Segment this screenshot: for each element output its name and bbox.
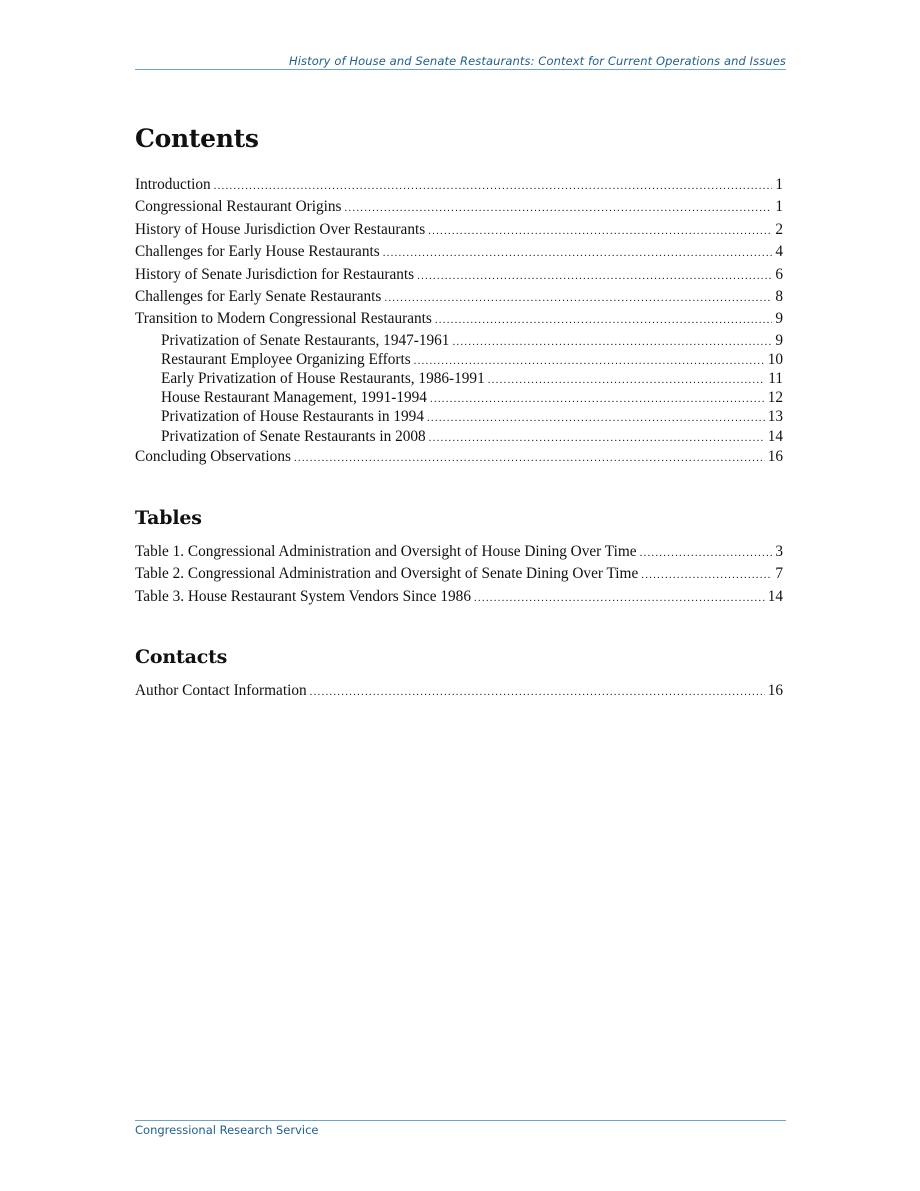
toc-entry-title: Privatization of Senate Restaurants, 1947-1961 xyxy=(161,331,450,349)
dot-leader xyxy=(430,390,765,407)
toc-entry[interactable] xyxy=(135,350,783,369)
toc-entry-title: Transition to Modern Congressional Restaurants xyxy=(135,310,432,328)
toc-entry-title: Congressional Restaurant Origins xyxy=(135,198,342,216)
toc-entry-title: Challenges for Early House Restaurants xyxy=(135,243,380,261)
dot-leader xyxy=(474,587,765,608)
dot-leader xyxy=(414,352,765,369)
toc-entry-page-number: 8 xyxy=(775,287,783,305)
toc-entry-page-number: 16 xyxy=(767,682,783,699)
toc-entry-page-number: 14 xyxy=(767,427,783,445)
dot-leader xyxy=(429,429,765,446)
toc-entry[interactable] xyxy=(135,388,783,407)
toc-entry-page-number: 6 xyxy=(775,265,783,283)
toc-entry[interactable] xyxy=(135,680,783,702)
toc-entry-page-number: 7 xyxy=(775,565,783,583)
toc-entry[interactable] xyxy=(135,563,783,585)
toc-entry-page-number: 13 xyxy=(767,408,783,426)
toc-entry-title: History of House Jurisdiction Over Restaurants xyxy=(135,220,426,238)
dot-leader xyxy=(384,287,772,308)
toc-entry-page-number: 9 xyxy=(775,331,783,349)
toc-entry[interactable] xyxy=(135,174,783,196)
toc-entry-page-number: 14 xyxy=(767,587,783,605)
toc-entry[interactable] xyxy=(135,264,783,286)
contents-list xyxy=(135,174,783,468)
toc-entry[interactable] xyxy=(135,369,783,388)
toc-entry-page-number: 9 xyxy=(775,310,783,328)
toc-entry-title: Concluding Observations xyxy=(135,447,291,465)
toc-entry-title: Challenges for Early Senate Restaurants xyxy=(135,287,382,305)
toc-entry-title: History of Senate Jurisdiction for Restaurants xyxy=(135,265,415,283)
dot-leader xyxy=(344,197,772,218)
dot-leader xyxy=(435,309,772,330)
dot-leader xyxy=(428,220,772,241)
toc-entry-title: Table 2. Congressional Administration and Oversight of Senate Dining Over Time xyxy=(135,565,639,583)
toc-entry[interactable] xyxy=(135,407,783,426)
toc-entry[interactable] xyxy=(135,196,783,218)
toc-entry-title: Early Privatization of House Restaurants, 1986-1991 xyxy=(161,370,485,388)
toc-entry[interactable] xyxy=(135,286,783,308)
dot-leader xyxy=(641,564,772,585)
running-footer: Congressional Research Service xyxy=(135,1123,319,1137)
toc-entry-title: Author Contact Information xyxy=(135,682,307,699)
contacts-heading: Contacts xyxy=(135,646,228,668)
toc-entry-title: Table 3. House Restaurant System Vendors Since 1986 xyxy=(135,587,471,605)
contacts-list xyxy=(135,680,783,702)
toc-entry-page-number: 3 xyxy=(775,543,783,560)
contents-heading: Contents xyxy=(135,124,259,153)
toc-entry[interactable] xyxy=(135,219,783,241)
toc-entry-page-number: 12 xyxy=(767,389,783,407)
header-rule xyxy=(135,69,786,70)
toc-entry-title: Table 1. Congressional Administration and Oversight of House Dining Over Time xyxy=(135,543,637,560)
dot-leader xyxy=(294,447,765,468)
toc-entry-page-number: 10 xyxy=(767,350,783,368)
toc-entry[interactable] xyxy=(135,586,783,608)
dot-leader xyxy=(310,681,765,702)
toc-entry-page-number: 4 xyxy=(775,243,783,261)
toc-entry-title: Introduction xyxy=(135,176,211,193)
dot-leader xyxy=(383,242,773,263)
toc-entry-title: Privatization of House Restaurants in 1994 xyxy=(161,408,424,426)
toc-entry-title: Restaurant Employee Organizing Efforts xyxy=(161,350,411,368)
tables-heading: Tables xyxy=(135,507,202,529)
dot-leader xyxy=(640,542,773,563)
dot-leader xyxy=(452,333,772,350)
toc-entry-page-number: 16 xyxy=(767,447,783,465)
toc-entry-title: Privatization of Senate Restaurants in 2008 xyxy=(161,427,426,445)
running-header: History of House and Senate Restaurants: Context for Current Operations and Issues xyxy=(288,54,786,68)
footer-rule xyxy=(135,1120,786,1121)
toc-entry-title: House Restaurant Management, 1991-1994 xyxy=(161,389,427,407)
toc-entry[interactable] xyxy=(135,427,783,446)
dot-leader xyxy=(214,175,773,196)
dot-leader xyxy=(488,371,766,388)
toc-entry-page-number: 1 xyxy=(775,198,783,216)
toc-entry-page-number: 1 xyxy=(775,176,783,193)
toc-entry[interactable] xyxy=(135,241,783,263)
dot-leader xyxy=(417,265,772,286)
toc-entry[interactable] xyxy=(135,331,783,350)
tables-list xyxy=(135,541,783,608)
toc-entry-page-number: 2 xyxy=(775,220,783,238)
toc-entry[interactable] xyxy=(135,541,783,563)
dot-leader xyxy=(427,409,765,426)
toc-entry[interactable] xyxy=(135,446,783,468)
toc-entry[interactable] xyxy=(135,308,783,330)
toc-entry-page-number: 11 xyxy=(768,370,783,388)
